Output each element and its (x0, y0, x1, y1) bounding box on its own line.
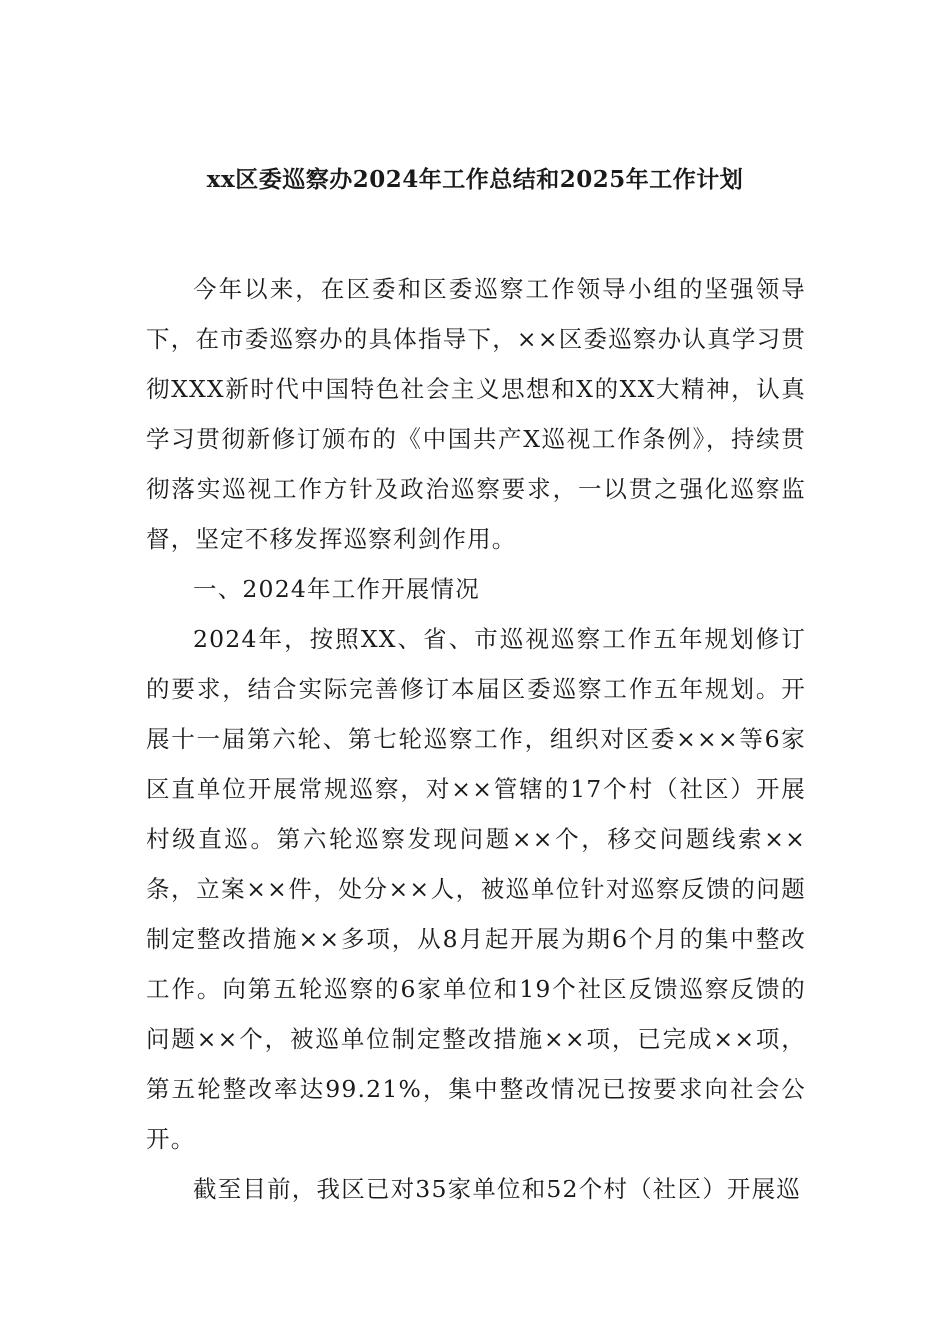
paragraph-intro: 今年以来，在区委和区委巡察工作领导小组的坚强领导下，在市委巡察办的具体指导下，××区委巡察办认真学习贯彻XXX新时代中国特色社会主义思想和X的XX大精神，认真学习贯彻新修订颁布的《中国共产X巡视工作条例》，持续贯彻落实巡视工作方针及政治巡察要求，一以贯之强化巡察监督，坚定不移发挥巡察利剑作用。 (146, 275, 806, 553)
document-body (146, 264, 806, 1214)
paragraph-coverage: 截至目前，我区已对35家单位和52个村（社区）开展巡 (193, 1175, 802, 1203)
document-title: xx区委巡察办2024年工作总结和2025年工作计划 (206, 166, 744, 193)
section-heading: 一、2024年工作开展情况 (193, 575, 480, 603)
paragraph-2024-work: 2024年，按照XX、省、市巡视巡察工作五年规划修订的要求，结合实际完善修订本届区委巡察工作五年规划。开展十一届第六轮、第七轮巡察工作，组织对区委×××等6家区直单位开展常规巡察，对××管辖的17个村（社区）开展村级直巡。第六轮巡察发现问题××个，移交问题线索××条，立案××件，处分××人，被巡单位针对巡察反馈的问题制定整改措施××多项，从8月起开展为期6个月的集中整改工作。向第五轮巡察的6家单位和19个社区反馈巡察反馈的问题××个，被巡单位制定整改措施××项，已完成××项，第五轮整改率达99.21%，集中整改情况已按要求向社会公开。 (146, 625, 806, 1153)
